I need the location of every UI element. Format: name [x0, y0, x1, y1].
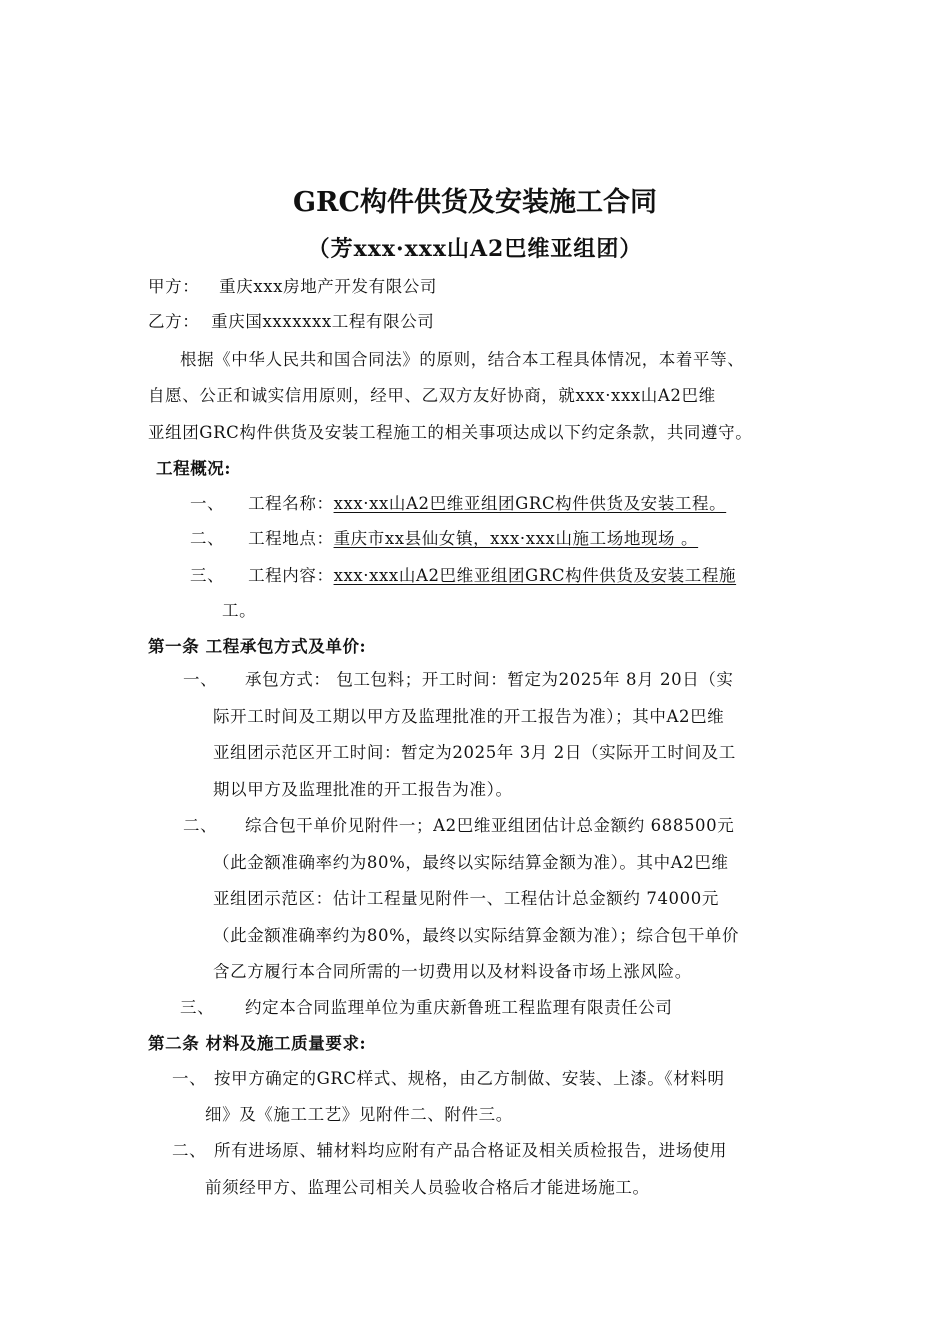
- article-2-item-1-line-1: 按甲方确定的GRC样式、规格，由乙方制做、安装、上漆。《材料明: [214, 1069, 725, 1088]
- overview-heading: 工程概况:: [156, 459, 232, 478]
- document-subtitle: （芳xxx·xxx山A2巴维亚组团）: [307, 236, 643, 262]
- article-1-item-3-text: 约定本合同监理单位为重庆新鲁班工程监理有限责任公司: [245, 998, 673, 1017]
- overview-item-num: 二、: [190, 529, 225, 548]
- overview-item-label: 工程内容：: [248, 566, 334, 585]
- article-2-heading: 第二条 材料及施工质量要求:: [148, 1034, 367, 1053]
- article-2-item-1-line-2: 细》及《施工工艺》见附件二、附件三。: [205, 1105, 513, 1124]
- article-1-item-1-line-2: 际开工时间及工期以甲方及监理批准的开工报告为准）；其中A2巴维: [213, 707, 725, 726]
- article-1-item-1-num: 一、: [183, 670, 218, 689]
- overview-item-3: [190, 565, 736, 587]
- article-1-item-2-line-3: 亚组团示范区：估计工程量见附件一、工程估计总金额约 74000元: [213, 889, 719, 908]
- article-1-item-2-line-5: 含乙方履行本合同所需的一切费用以及材料设备市场上涨风险。: [213, 962, 692, 981]
- article-2-item-2-line-1: 所有进场原、辅材料均应附有产品合格证及相关质检报告，进场使用: [214, 1141, 727, 1160]
- article-1-item-3-num: 三、: [180, 998, 215, 1017]
- party-a: [148, 276, 437, 298]
- overview-item-value: 重庆市xx县仙女镇，xxx·xxx山施工场地现场 。: [333, 529, 699, 548]
- article-2-item-2-num: 二、: [172, 1141, 207, 1160]
- overview-item-value: xxx·xxx山A2巴维亚组团GRC构件供货及安装工程施: [333, 566, 737, 585]
- overview-item-3-cont: 工。: [222, 601, 257, 620]
- article-1-item-2-line-4: （此金额准确率约为80%，最终以实际结算金额为准）；综合包干单价: [213, 926, 740, 945]
- article-1-item-1-line-1: 承包方式： 包工包料；开工时间：暂定为2025年 8月 20日（实: [245, 670, 734, 689]
- article-1-heading: 第一条 工程承包方式及单价:: [148, 637, 367, 656]
- intro-line-2: 自愿、公正和诚实信用原则，经甲、乙双方友好协商，就xxx·xxx山A2巴维: [148, 386, 716, 405]
- article-1-item-1-line-3: 亚组团示范区开工时间：暂定为2025年 3月 2日（实际开工时间及工: [213, 743, 736, 762]
- overview-item-2: [190, 528, 698, 550]
- intro-line-1: 根据《中华人民共和国合同法》的原则，结合本工程具体情况，本着平等、: [180, 350, 745, 369]
- party-b-value: 重庆国xxxxxxx工程有限公司: [211, 312, 435, 331]
- intro-line-3: 亚组团GRC构件供货及安装工程施工的相关事项达成以下约定条款，共同遵守。: [148, 423, 753, 442]
- article-2-item-2-line-2: 前须经甲方、监理公司相关人员验收合格后才能进场施工。: [205, 1178, 650, 1197]
- party-a-label: 甲方：: [148, 277, 200, 296]
- overview-item-label: 工程地点：: [248, 529, 334, 548]
- article-1-item-2-line-1: 综合包干单价见附件一；A2巴维亚组团估计总金额约 688500元: [245, 816, 735, 835]
- article-1-item-2-line-2: （此金额准确率约为80%，最终以实际结算金额为准）。其中A2巴维: [213, 853, 729, 872]
- article-1-item-2-num: 二、: [183, 816, 218, 835]
- party-a-value: 重庆xxx房地产开发有限公司: [219, 277, 437, 296]
- overview-item-num: 三、: [190, 566, 225, 585]
- overview-item-value: xxx·xx山A2巴维亚组团GRC构件供货及安装工程。: [333, 494, 727, 513]
- overview-item-num: 一、: [190, 494, 225, 513]
- article-1-item-1-line-4: 期以甲方及监理批准的开工报告为准）。: [213, 780, 513, 799]
- article-2-item-1-num: 一、: [172, 1069, 207, 1088]
- party-b-label: 乙方：: [148, 312, 200, 331]
- party-b: [148, 311, 434, 333]
- overview-item-label: 工程名称：: [248, 494, 334, 513]
- document-title: GRC构件供货及安装施工合同: [293, 187, 657, 218]
- overview-item-1: [190, 493, 726, 515]
